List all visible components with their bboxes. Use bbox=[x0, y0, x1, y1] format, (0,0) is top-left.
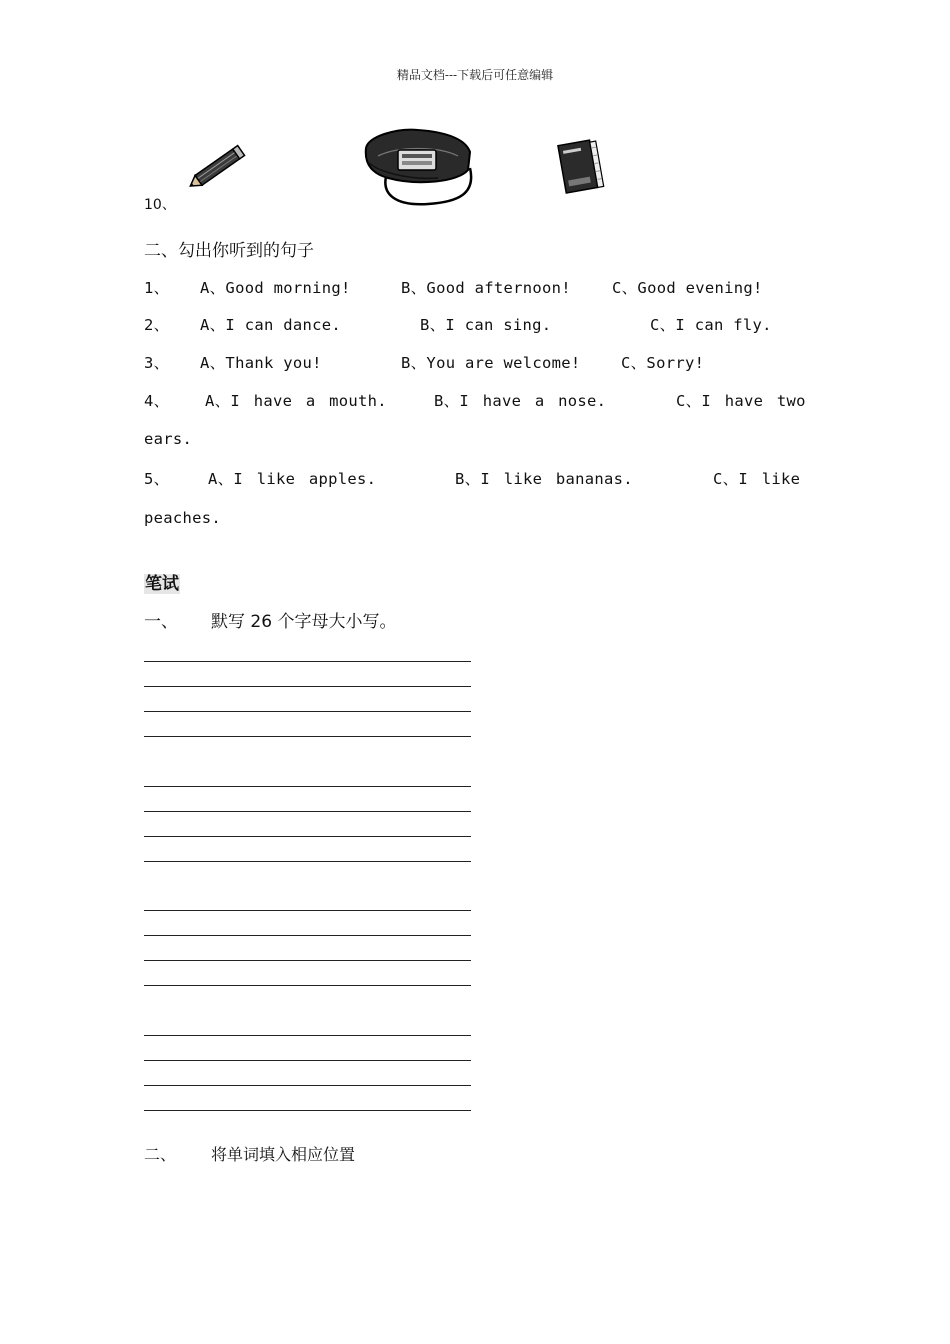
item-3-option-a: A、Thank you! bbox=[200, 354, 322, 372]
item-5-continuation: peaches. bbox=[144, 509, 222, 527]
writing-line bbox=[144, 910, 471, 911]
item-4-option-a: A、I have a mouth. bbox=[205, 392, 387, 410]
item-1-option-a: A、Good morning! bbox=[200, 279, 351, 297]
item-2-number: 2、 bbox=[144, 316, 170, 334]
part-1-instruction: 默写 26 个字母大小写。 bbox=[211, 612, 397, 632]
writing-line bbox=[144, 1060, 471, 1061]
bag-icon bbox=[358, 126, 480, 210]
page-header: 精品文档---下载后可任意编辑 bbox=[396, 68, 554, 82]
item-2-option-c: C、I can fly. bbox=[650, 316, 772, 334]
part-1-number: 一、 bbox=[144, 612, 178, 632]
writing-line bbox=[144, 985, 471, 986]
writing-line bbox=[144, 786, 471, 787]
item-4-number: 4、 bbox=[144, 392, 170, 410]
writing-line bbox=[144, 1110, 471, 1111]
writing-line bbox=[144, 861, 471, 862]
item-5-number: 5、 bbox=[144, 470, 170, 488]
item-3-option-c: C、Sorry! bbox=[621, 354, 705, 372]
item-3-number: 3、 bbox=[144, 354, 170, 372]
writing-line bbox=[144, 736, 471, 737]
item-4-option-b: B、I have a nose. bbox=[434, 392, 607, 410]
pencil-icon bbox=[184, 142, 254, 190]
item-5-option-a: A、I like apples. bbox=[208, 470, 377, 488]
item-2-option-b: B、I can sing. bbox=[420, 316, 552, 334]
written-test-title bbox=[144, 569, 180, 594]
item-2-option-a: A、I can dance. bbox=[200, 316, 342, 334]
writing-line bbox=[144, 661, 471, 662]
item-4-continuation: ears. bbox=[144, 430, 193, 448]
part-2-instruction: 将单词填入相应位置 bbox=[211, 1145, 356, 1164]
part-2-number: 二、 bbox=[144, 1145, 177, 1164]
book-icon bbox=[552, 136, 610, 198]
item-4-option-c: C、I have two bbox=[676, 392, 806, 410]
item-5-option-c: C、I like bbox=[713, 470, 801, 488]
writing-line bbox=[144, 960, 471, 961]
writing-line bbox=[144, 836, 471, 837]
item-1-option-c: C、Good evening! bbox=[612, 279, 763, 297]
item-1-option-b: B、Good afternoon! bbox=[401, 279, 571, 297]
item-3-option-b: B、You are welcome! bbox=[401, 354, 581, 372]
question-10-label: 10、 bbox=[144, 197, 176, 213]
item-5-option-b: B、I like bananas. bbox=[455, 470, 633, 488]
section-2-title: 二、勾出你听到的句子 bbox=[144, 241, 314, 261]
written-test-title-text: 笔试 bbox=[145, 574, 179, 594]
writing-line bbox=[144, 711, 471, 712]
writing-line bbox=[144, 686, 471, 687]
writing-line bbox=[144, 1085, 471, 1086]
item-1-number: 1、 bbox=[144, 279, 170, 297]
writing-line bbox=[144, 935, 471, 936]
writing-line bbox=[144, 811, 471, 812]
writing-line bbox=[144, 1035, 471, 1036]
